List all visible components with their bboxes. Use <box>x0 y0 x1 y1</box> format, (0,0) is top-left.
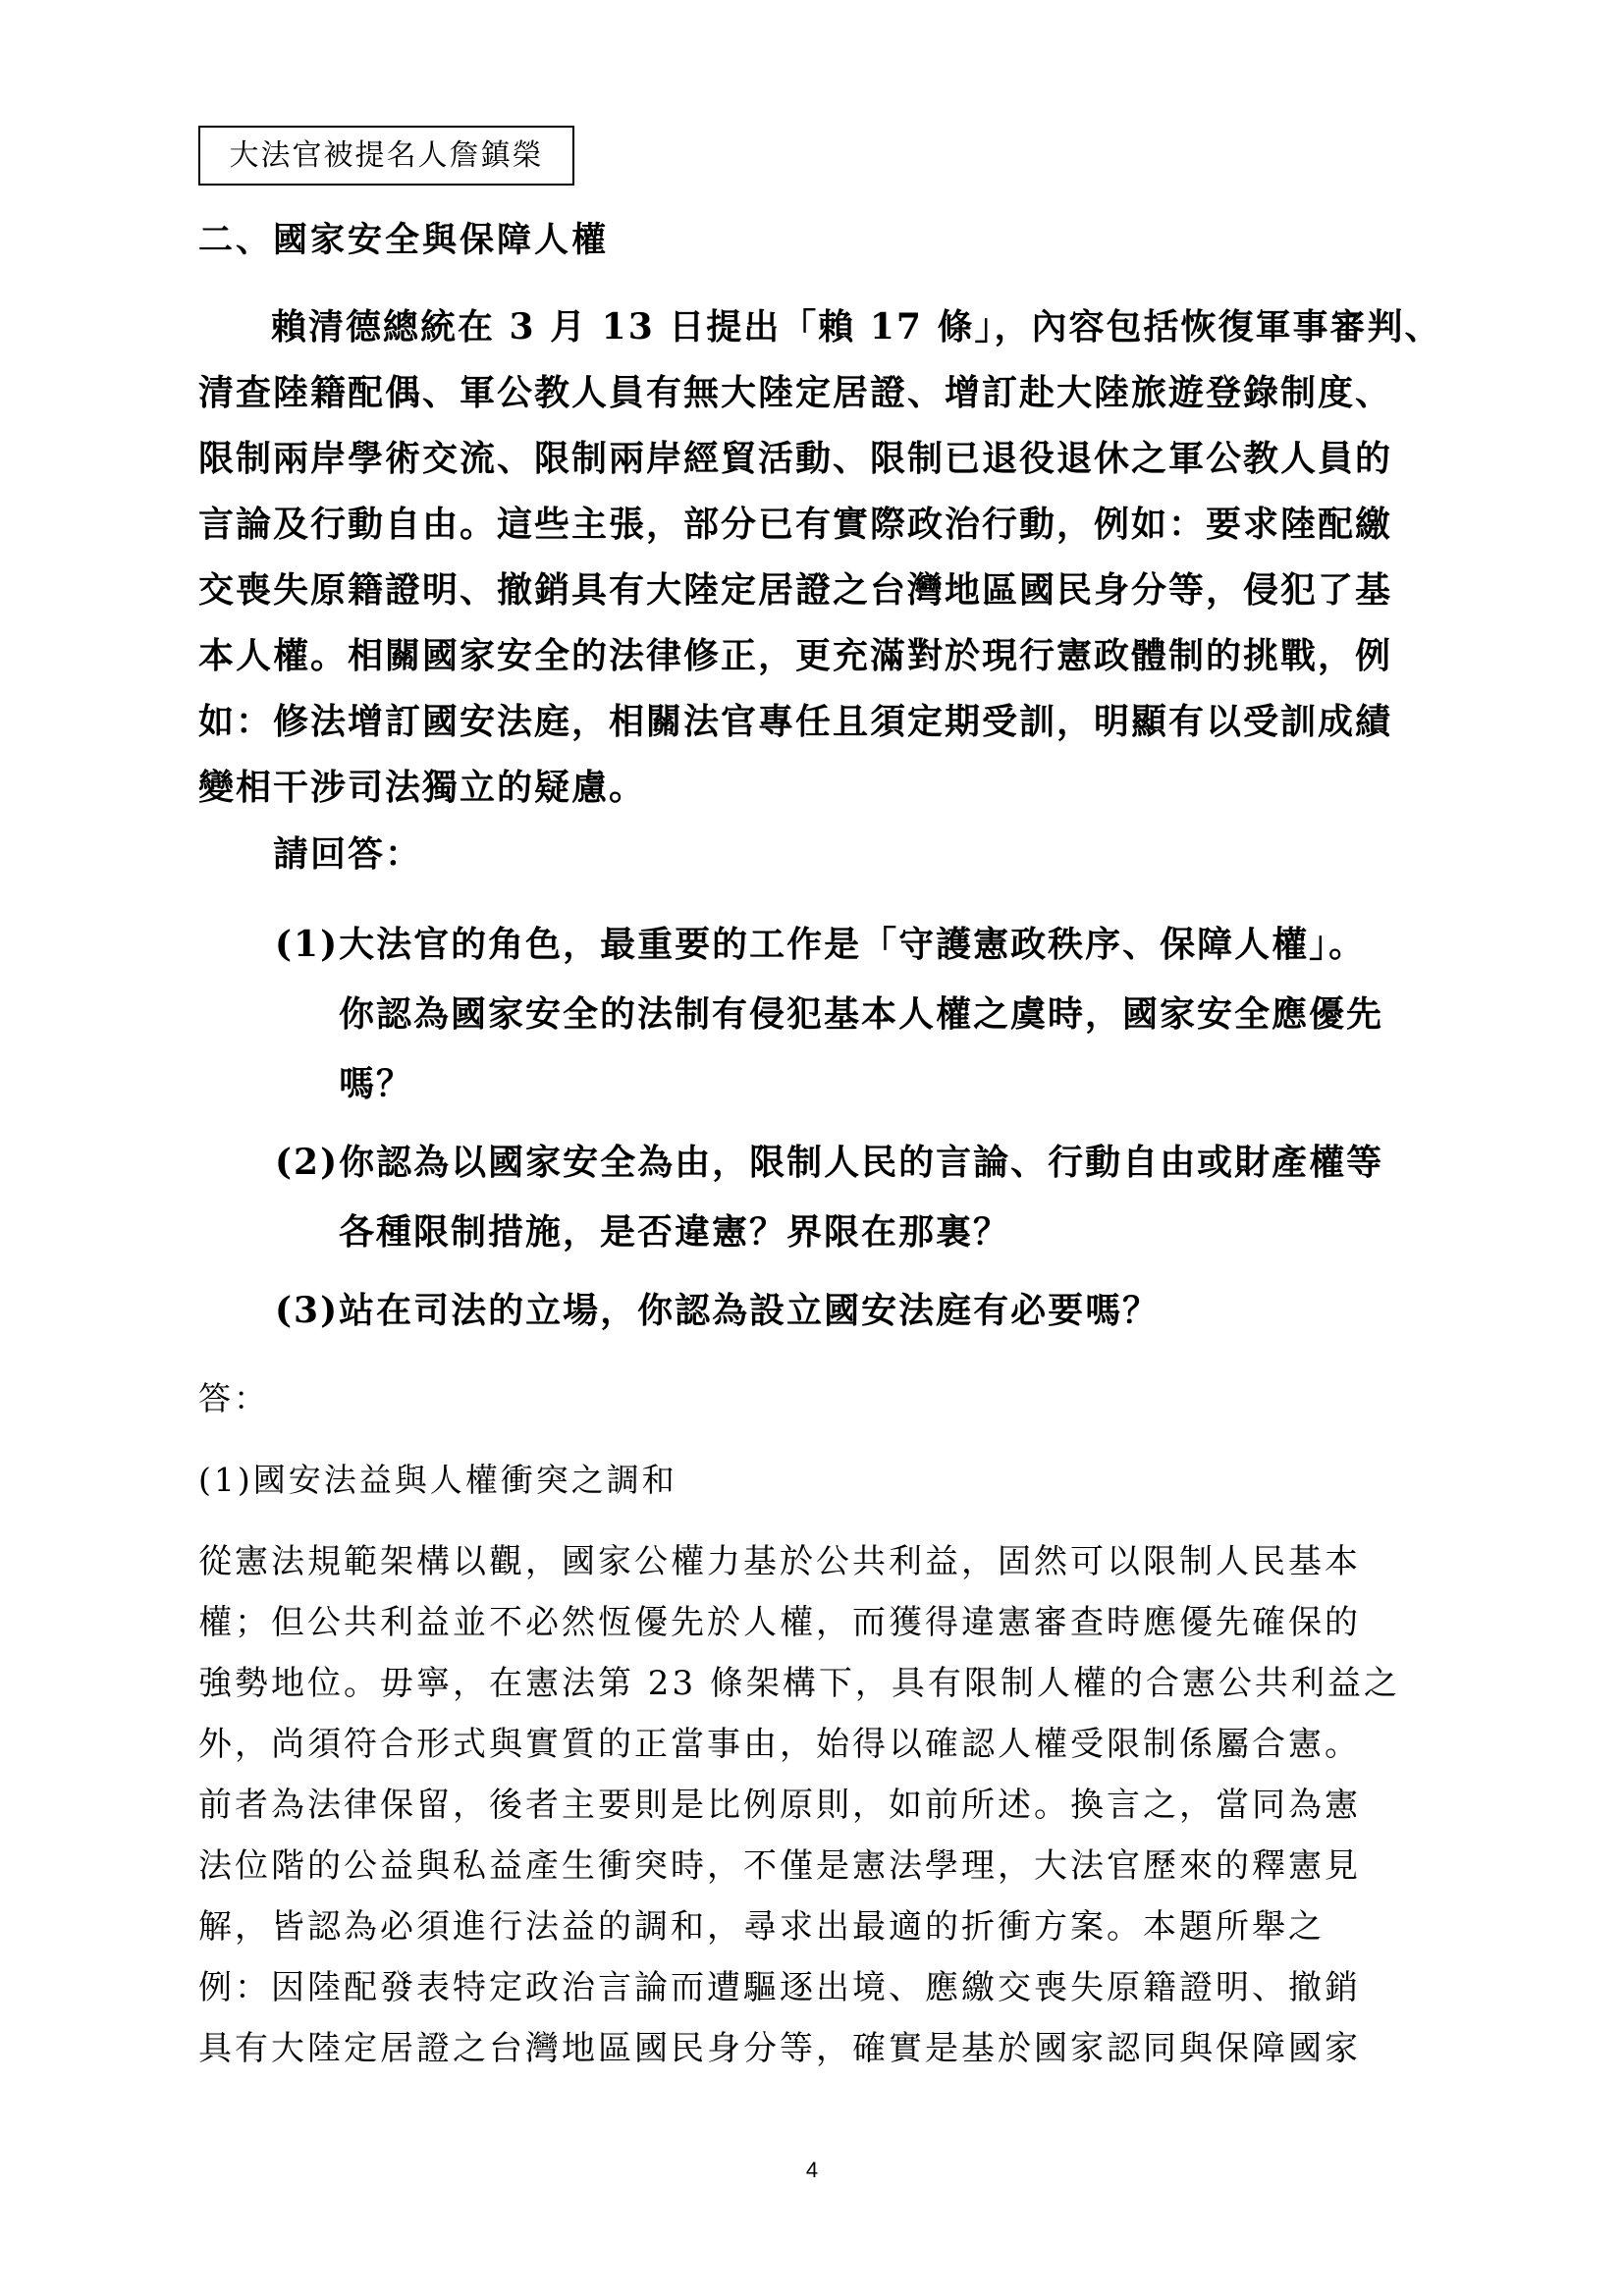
answer-line: 例：因陸配發表特定政治言論而遭驅逐出境、應繳交喪失原籍證明、撤銷 <box>198 1968 1361 2007</box>
question-line: (1)大法官的角色，最重要的工作是「守護憲政秩序、保障人權」。 <box>275 924 1367 965</box>
answer-line: 前者為法律保留，後者主要則是比例原則，如前所述。換言之，當同為憲 <box>198 1786 1361 1825</box>
intro-paragraph <box>198 294 1445 821</box>
intro-line: 限制兩岸學術交流、限制兩岸經貿活動、限制已退役退休之軍公教人員的 <box>198 438 1393 479</box>
answer-line: 外，尚須符合形式與實質的正當事由，始得以確認人權受限制係屬合憲。 <box>198 1725 1361 1764</box>
answer-subheading: (1)國安法益與人權衝突之調和 <box>198 1461 677 1499</box>
question-line: 嗎？ <box>339 1063 414 1104</box>
intro-line: 交喪失原籍證明、撤銷具有大陸定居證之台灣地區國民身分等，侵犯了基 <box>198 569 1393 611</box>
section-heading: 二、國家安全與保障人權 <box>198 220 610 260</box>
intro-line: 如：修法增訂國安法庭，相關法官專任且須定期受訓，明顯有以受訓成績 <box>198 701 1393 742</box>
answer-label: 答： <box>198 1379 269 1417</box>
question-3 <box>275 1276 1448 1346</box>
intro-line: 清查陸籍配偶、軍公教人員有無大陸定居證、增訂赴大陸旅遊登錄制度、 <box>198 372 1393 413</box>
question-line: 各種限制措施，是否違憲？界限在那裏？ <box>339 1211 1011 1253</box>
question-line: (2)你認為以國家安全為由，限制人民的言論、行動自由或財產權等 <box>275 1142 1384 1183</box>
intro-line: 言論及行動自由。這些主張，部分已有實際政治行動，例如：要求陸配繳 <box>198 504 1393 545</box>
question-prompt: 請回答： <box>273 833 423 875</box>
page-number: 4 <box>805 2158 819 2182</box>
question-1 <box>275 910 1448 1119</box>
answer-line: 解，皆認為必須進行法益的調和，尋求出最適的折衝方案。本題所舉之 <box>198 1907 1325 1947</box>
answer-line: 法位階的公益與私益產生衝突時，不僅是憲法學理，大法官歷來的釋憲見 <box>198 1846 1361 1886</box>
answer-line: 強勢地位。毋寧，在憲法第 23 條架構下，具有限制人權的合憲公共利益之 <box>198 1664 1400 1703</box>
answer-paragraph <box>198 1531 1447 2079</box>
intro-line: 賴清德總統在 3 月 13 日提出「賴 17 條」，內容包括恢復軍事審判、 <box>271 306 1442 347</box>
intro-line: 變相干涉司法獨立的疑慮。 <box>198 767 647 808</box>
nominee-name-box: 大法官被提名人詹鎮榮 <box>198 126 574 186</box>
answer-line: 具有大陸定居證之台灣地區國民身分等，確實是基於國家認同與保障國家 <box>198 2029 1361 2068</box>
answer-line: 權；但公共利益並不必然恆優先於人權，而獲得違憲審查時應優先確保的 <box>198 1603 1361 1642</box>
intro-line: 本人權。相關國家安全的法律修正，更充滿對於現行憲政體制的挑戰，例 <box>198 635 1393 676</box>
question-line: 你認為國家安全的法制有侵犯基本人權之虞時，國家安全應優先 <box>339 993 1384 1035</box>
question-line: (3)站在司法的立場，你認為設立國安法庭有必要嗎？ <box>275 1290 1161 1331</box>
answer-line: 從憲法規範架構以觀，國家公權力基於公共利益，固然可以限制人民基本 <box>198 1542 1361 1581</box>
question-2 <box>275 1128 1448 1267</box>
